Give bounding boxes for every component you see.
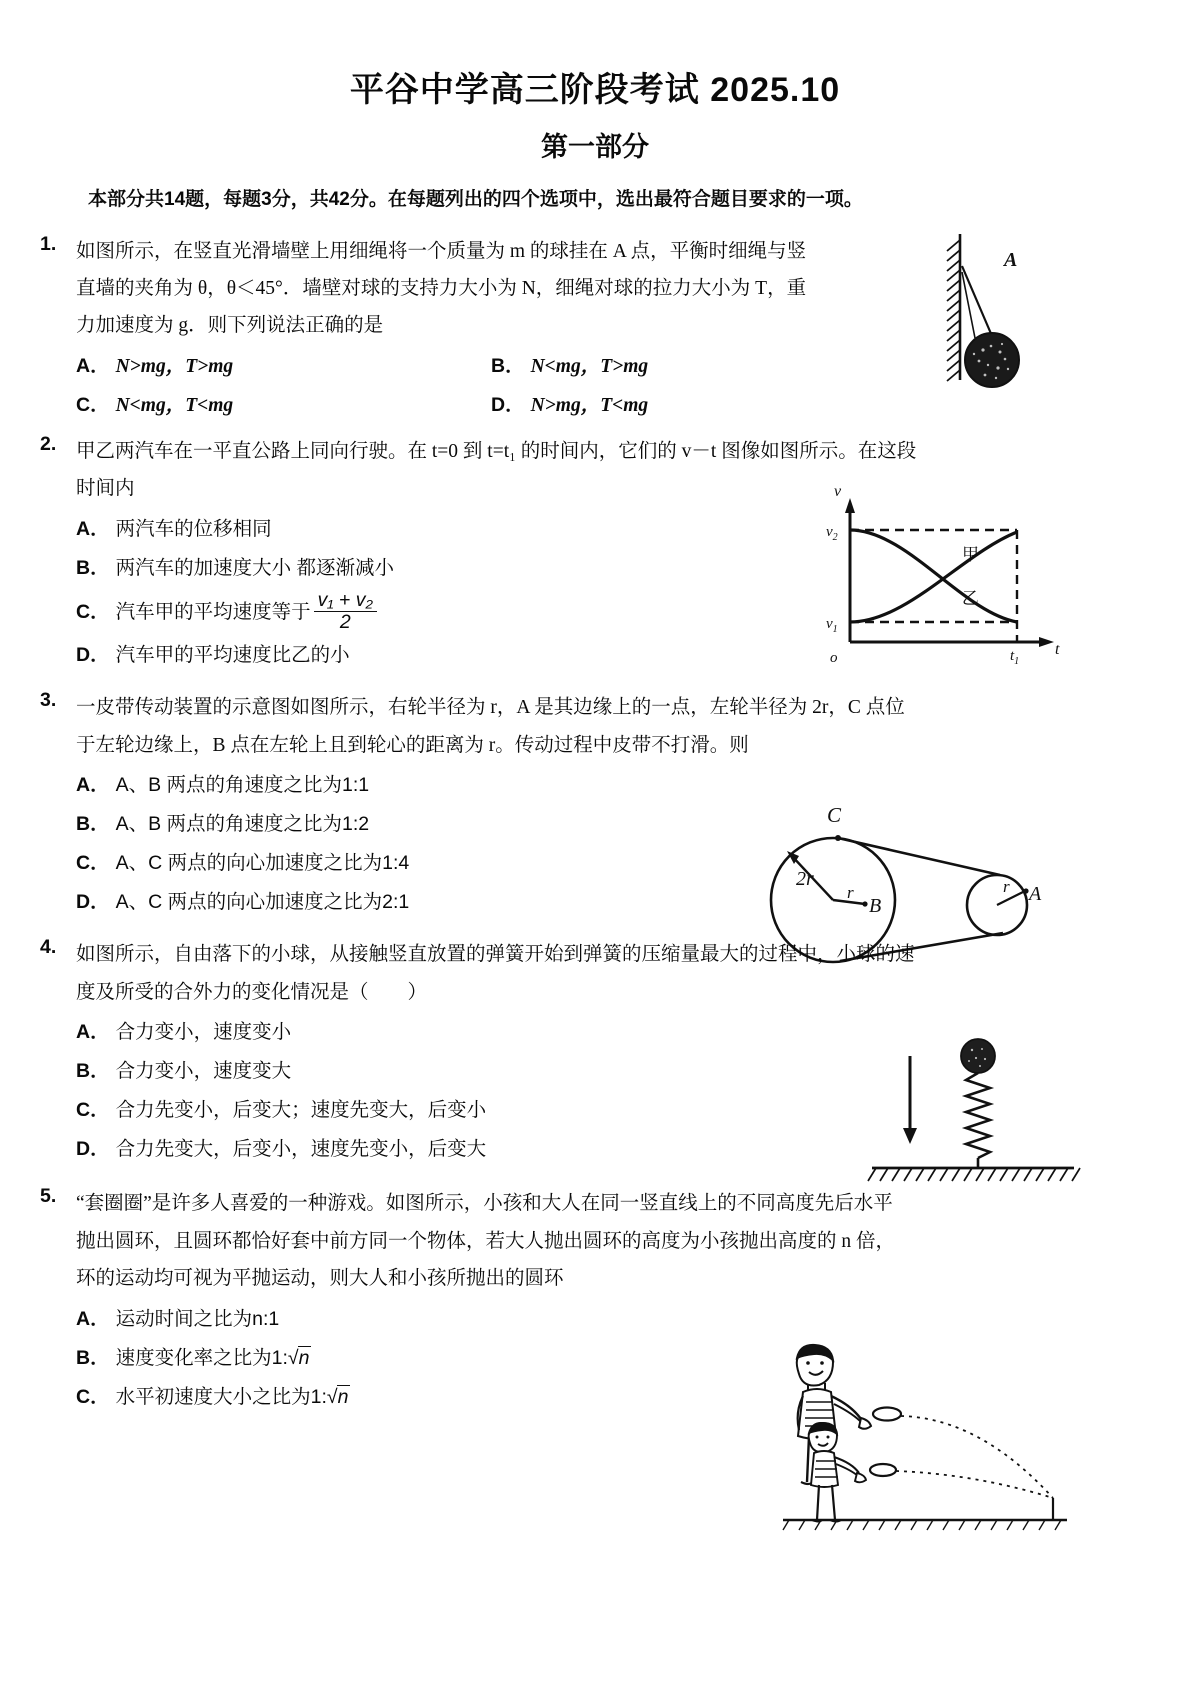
page-title: 平谷中学高三阶段考试 2025.10 <box>349 71 841 109</box>
option-1-C[interactable] <box>76 386 491 425</box>
option-text: 速度变化率之比为1: <box>115 1346 288 1369</box>
question-4-stem <box>76 936 1150 1011</box>
axis-label-t: t <box>1055 641 1060 658</box>
wall-hatching <box>947 240 960 381</box>
curve-jia <box>850 532 1017 622</box>
fraction-average-velocity <box>314 590 377 634</box>
option-label: B． <box>491 354 525 377</box>
option-label: A． <box>76 774 110 797</box>
option-5-C[interactable] <box>76 1378 350 1417</box>
option-label: A． <box>76 1307 110 1330</box>
instructions-text: 本部分共14题，每题3分，共42分。在每题列出的四个选项中，选出最符合题目要求的一项。 <box>88 189 863 210</box>
option-3-C[interactable] <box>76 844 409 883</box>
option-3-A[interactable] <box>76 766 369 805</box>
figure-label-radius-r-left: r <box>847 883 854 902</box>
tick-label-v1: $v_1$ <box>826 616 838 635</box>
ground-hatching <box>868 1168 1080 1181</box>
sqrt-symbol: √ <box>326 1385 338 1408</box>
ground-hatching <box>783 1520 1061 1530</box>
falling-ball <box>961 1039 995 1073</box>
option-4-D[interactable] <box>76 1130 486 1169</box>
child-ring <box>870 1464 896 1476</box>
option-3-B[interactable] <box>76 805 369 844</box>
question-2-number: 2. <box>40 432 57 455</box>
figure-label-radius-2r: 2r <box>796 868 814 890</box>
option-text: A、C 两点的向心加速度之比为2:1 <box>115 891 410 914</box>
adult-ring <box>873 1408 901 1421</box>
option-text: 汽车甲的平均速度等于 <box>115 600 311 623</box>
sqrt-argument: n <box>298 1346 310 1369</box>
option-text: 合力变小，速度变大 <box>115 1060 292 1083</box>
figure-label-radius-r-right: r <box>1003 877 1010 896</box>
option-1-A[interactable] <box>76 347 491 386</box>
point-c-dot <box>835 835 841 841</box>
question-4-number: 4. <box>40 936 57 959</box>
fraction-denominator: 2 <box>339 611 351 634</box>
string-line <box>962 266 992 336</box>
question-1-stem-line-2: 直墙的夹角为 θ，θ＜45°．墙壁对球的支持力大小为 N，细绳对球的拉力大小为 T，重 <box>76 277 807 299</box>
option-label: A． <box>76 1021 110 1044</box>
option-text: A、B 两点的角速度之比为1:2 <box>115 813 370 836</box>
option-1-B[interactable] <box>491 347 648 386</box>
option-text: N<mg，T>mg <box>530 355 649 377</box>
question-5-stem-line-2: 抛出圆环，且圆环都恰好套中前方同一个物体，若大人抛出圆环的高度为小孩抛出高度的 n 倍， <box>76 1230 896 1252</box>
option-label: D． <box>76 644 110 667</box>
option-label: C． <box>76 600 110 623</box>
option-label: C． <box>76 1385 110 1408</box>
option-label: C． <box>76 393 110 416</box>
section-subtitle: 第一部分 <box>541 132 649 162</box>
sqrt-argument: n <box>337 1385 349 1408</box>
option-label: D． <box>76 1138 110 1161</box>
point-a-dot <box>1023 888 1028 893</box>
question-5-stem-line-3: 环的运动均可视为平抛运动，则大人和小孩所抛出的圆环 <box>76 1268 564 1290</box>
option-label: C． <box>76 1099 110 1122</box>
x-axis-arrow <box>1039 637 1054 647</box>
option-text: 合力先变小，后变大；速度先变大，后变小 <box>115 1099 487 1122</box>
option-text: 两汽车的加速度大小 都逐渐减小 <box>115 556 395 579</box>
option-label: C． <box>76 852 110 875</box>
option-text: 两汽车的位移相同 <box>115 517 272 540</box>
option-label: B． <box>76 1060 110 1083</box>
y-axis-arrow <box>845 498 855 513</box>
adult-trajectory <box>901 1416 1053 1498</box>
question-4-stem-line-1: 如图所示，自由落下的小球，从接触竖直放置的弹簧开始到弹簧的压缩量最大的过程中，小球的速 <box>76 944 915 966</box>
figure-label-point-a: A <box>1029 883 1042 905</box>
question-5-number: 5. <box>40 1185 57 1208</box>
figure-question-2 <box>812 482 1072 672</box>
curve-label-jia: 甲 <box>962 545 979 564</box>
option-2-C[interactable] <box>76 588 380 637</box>
axis-label-v: v <box>834 483 842 500</box>
figure-question-5 <box>775 1330 1075 1550</box>
option-label: D． <box>491 393 525 416</box>
question-3-stem <box>76 689 1150 764</box>
figure-question-4 <box>862 1036 1082 1196</box>
ball-shape <box>965 333 1019 387</box>
option-text: N>mg，T<mg <box>530 394 649 416</box>
figure-label-point-b: B <box>869 895 882 917</box>
spring-coil <box>966 1073 990 1158</box>
question-1-number: 1. <box>40 232 57 255</box>
question-5-stem-line-1: “套圈圈”是许多人喜爱的一种游戏。如图所示，小孩和大人在同一竖直线上的不同高度先后水平 <box>76 1193 893 1215</box>
question-1-stem-line-1: 如图所示，在竖直光滑墙壁上用细绳将一个质量为 m 的球挂在 A 点，平衡时细绳与竖 <box>76 240 807 262</box>
option-2-D[interactable] <box>76 636 350 675</box>
option-text: A、B 两点的角速度之比为1:1 <box>115 774 370 797</box>
radius-r-right-line <box>997 892 1023 905</box>
option-1-D[interactable] <box>491 386 648 425</box>
option-2-A[interactable] <box>76 510 272 549</box>
question-3-stem-line-2: 于左轮边缘上，B 点在左轮上且到轮心的距离为 r。传动过程中皮带不打滑。则 <box>76 734 749 756</box>
option-text: 运动时间之比为n:1 <box>115 1307 280 1330</box>
option-3-D[interactable] <box>76 883 409 922</box>
option-5-A[interactable] <box>76 1300 279 1339</box>
curve-label-yi: 乙 <box>962 589 979 608</box>
fraction-numerator: v₁ + v₂ <box>314 590 377 612</box>
option-text: A、C 两点的向心加速度之比为1:4 <box>115 852 410 875</box>
option-text: 水平初速度大小之比为1: <box>115 1385 327 1408</box>
figure-question-1 <box>930 228 1070 398</box>
option-label: D． <box>76 891 110 914</box>
figure-label-point-c: C <box>827 803 842 827</box>
tick-label-v2: $v_2$ <box>826 524 838 543</box>
option-label: A． <box>76 354 110 377</box>
question-2-stem-line-2: 时间内 <box>76 478 135 500</box>
sqrt-symbol: √ <box>287 1346 299 1369</box>
child-figure <box>809 1423 866 1522</box>
option-4-A[interactable] <box>76 1013 291 1052</box>
question-1-stem-line-3: 力加速度为 g．则下列说法正确的是 <box>76 315 384 337</box>
option-text: N>mg，T>mg <box>115 355 234 377</box>
tick-label-t1: $t_1$ <box>1010 648 1020 667</box>
option-4-B[interactable] <box>76 1052 291 1091</box>
option-2-B[interactable] <box>76 549 394 588</box>
question-2-stem-line-1: 甲乙两汽车在一平直公路上同向行驶。在 t=0 到 t=t₁ 的时间内，它们的 v－t 图像如图所示。在这段 <box>76 440 917 462</box>
question-5-stem <box>76 1185 1150 1297</box>
belt-upper <box>838 838 1000 875</box>
question-3-number: 3. <box>40 689 57 712</box>
option-label: B． <box>76 1346 110 1369</box>
option-label: B． <box>76 556 110 579</box>
option-5-B[interactable] <box>76 1339 311 1378</box>
option-label: A． <box>76 517 110 540</box>
figure-label-point-a: A <box>1004 249 1018 271</box>
option-4-C[interactable] <box>76 1091 486 1130</box>
option-text: N<mg，T<mg <box>115 394 234 416</box>
question-4-stem-line-2: 度及所受的合外力的变化情况是（ ） <box>76 981 428 1003</box>
axis-label-origin: o <box>830 650 838 666</box>
option-text: 合力先变大，后变小，速度先变小，后变大 <box>115 1138 487 1161</box>
point-b-dot <box>862 901 867 906</box>
direction-arrow-head <box>903 1128 917 1144</box>
option-text: 汽车甲的平均速度比乙的小 <box>115 644 350 667</box>
option-text: 合力变小，速度变小 <box>115 1021 292 1044</box>
option-label: B． <box>76 813 110 836</box>
question-3-stem-line-1: 一皮带传动装置的示意图如图所示，右轮半径为 r，A 是其边缘上的一点，左轮半径为 2r，C 点位 <box>76 697 905 719</box>
